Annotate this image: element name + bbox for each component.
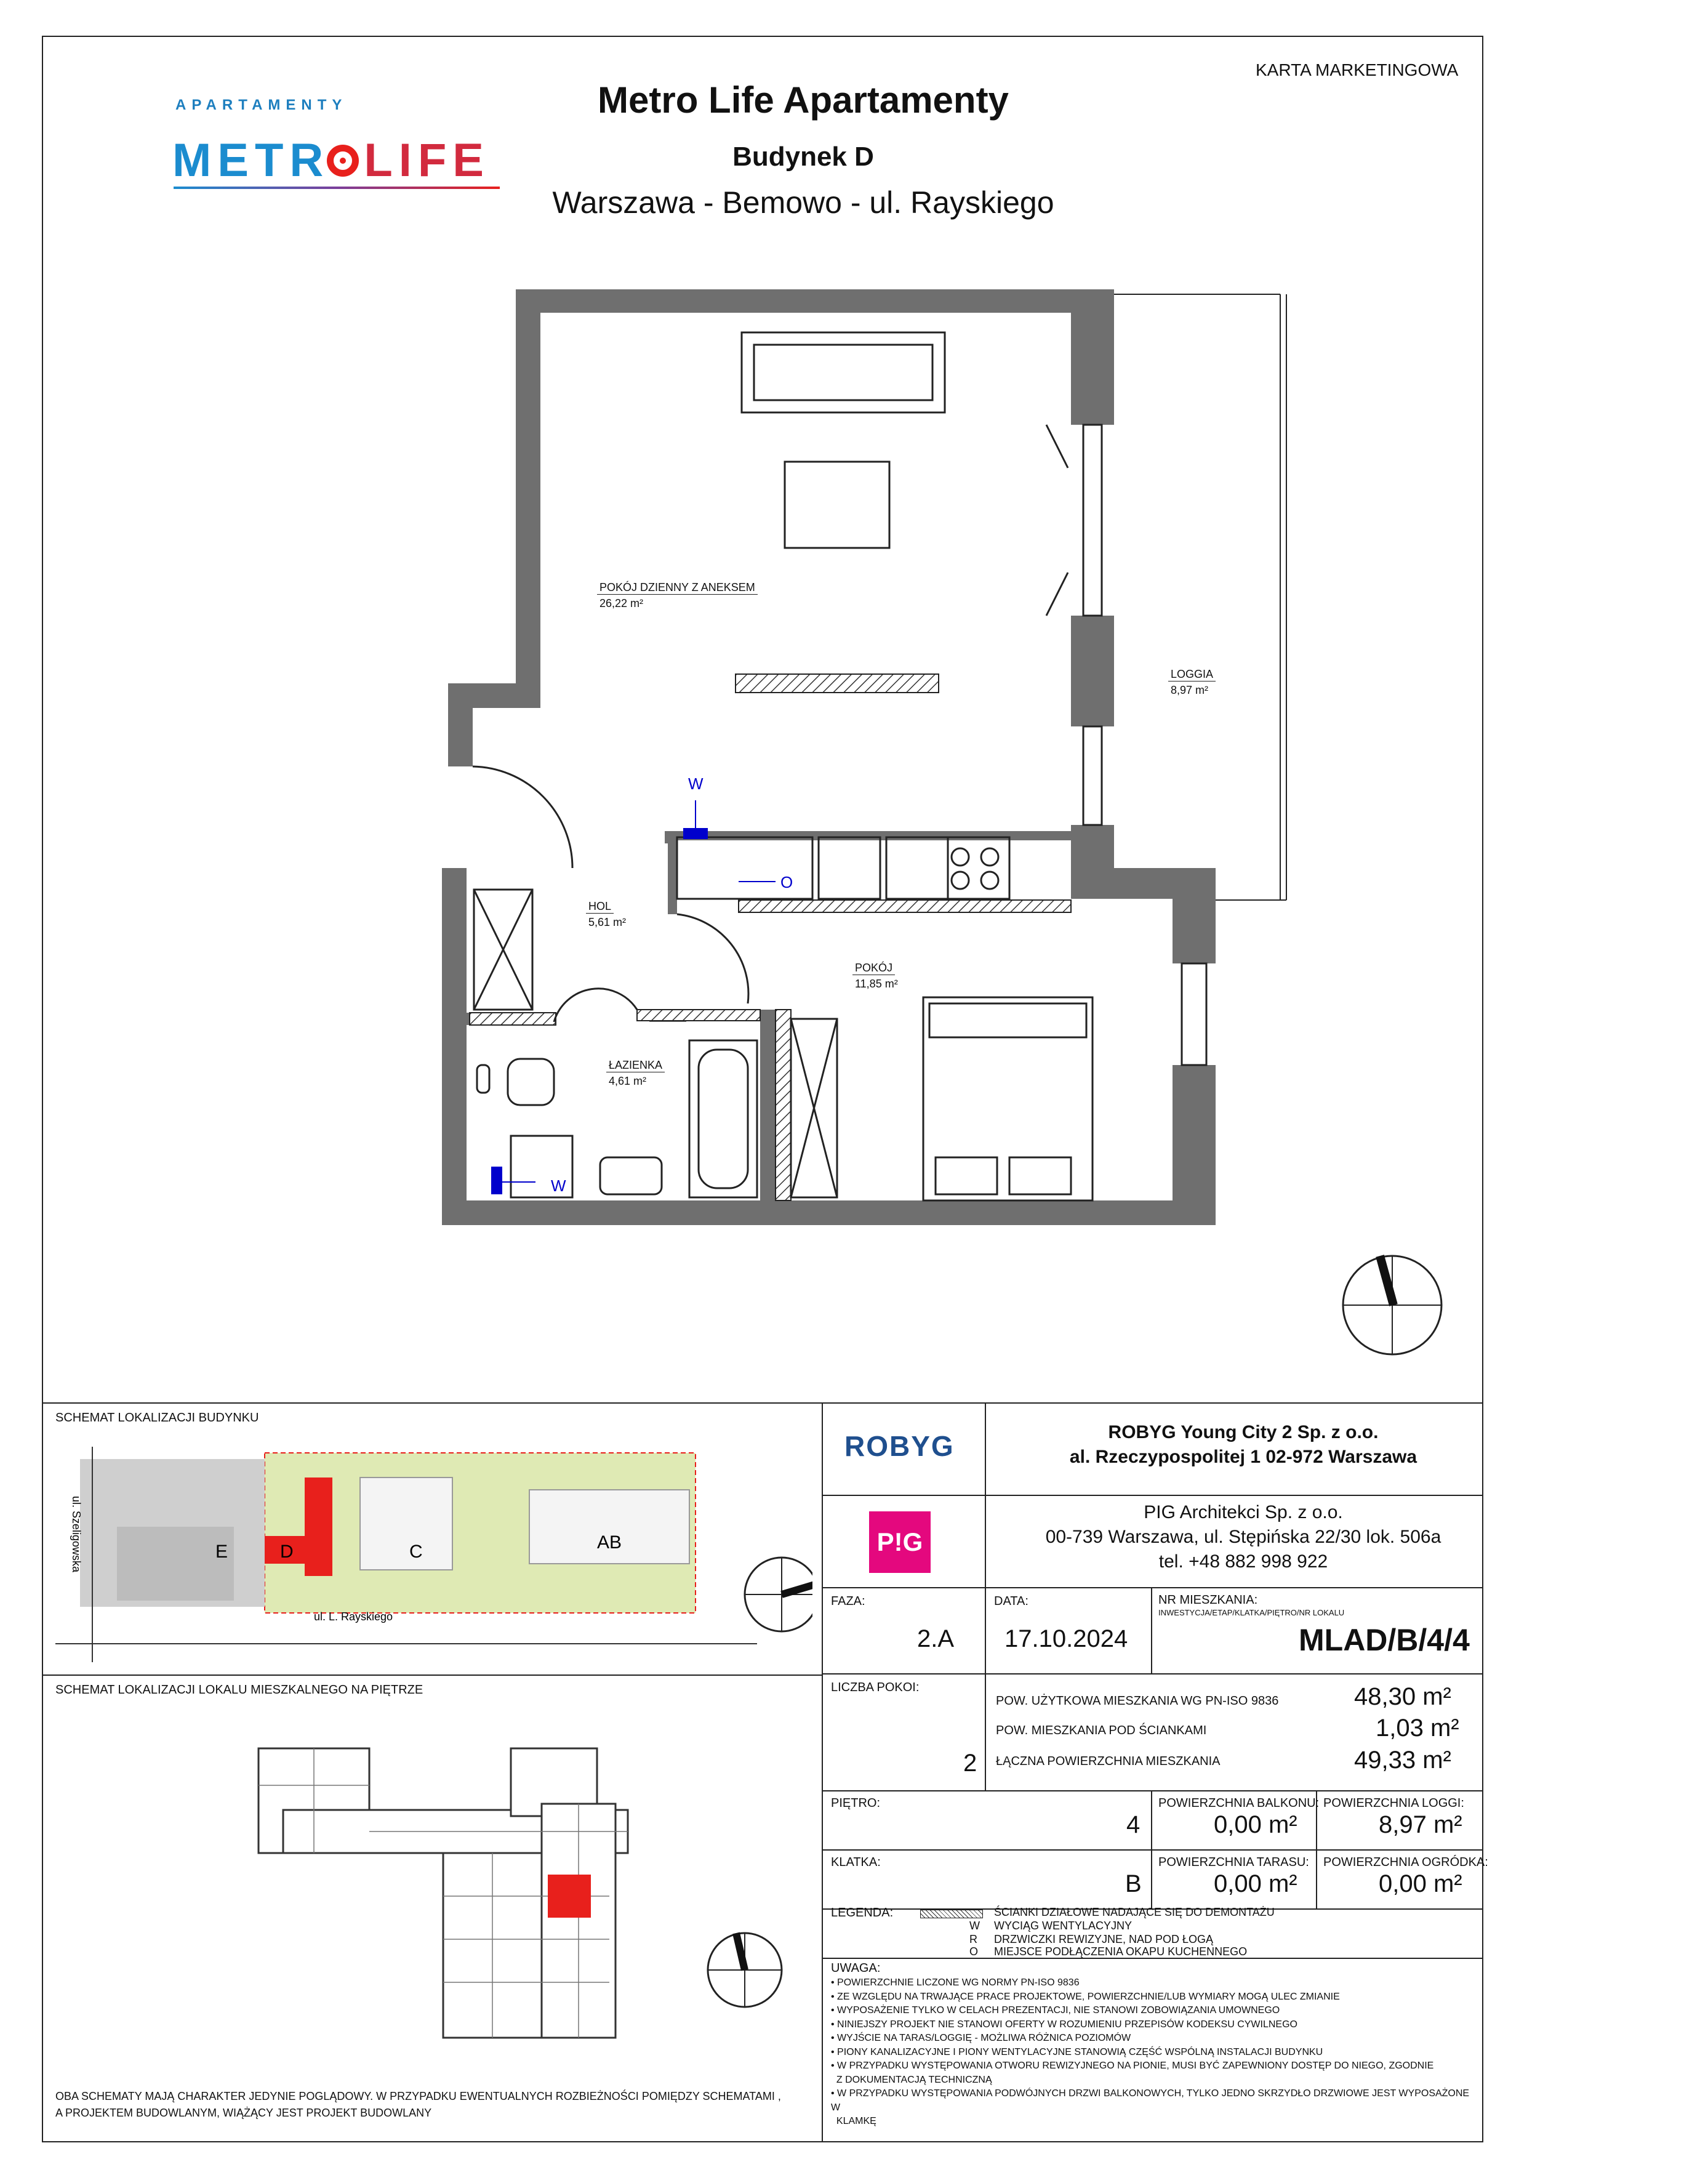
unit-label: NR MIESZKANIA: xyxy=(1158,1593,1258,1607)
divider-site-schema xyxy=(42,1675,823,1676)
floor-label: PIĘTRO: xyxy=(831,1796,881,1810)
note-item: • NINIEJSZY PROJEKT NIE STANOWI OFERTY W ROZUMIENIU PRZEPISÓW KODEKSU CYWILNEGO xyxy=(831,2019,1297,2030)
logo-text-left: METR xyxy=(172,134,330,187)
developer-address: al. Rzeczypospolitej 1 02-972 Warszawa xyxy=(1069,1447,1417,1467)
note-item: • POWIERZCHNIE LICZONE WG NORMY PN-ISO 9836 xyxy=(831,1977,1080,1988)
legend-label: LEGENDA: xyxy=(831,1906,894,1920)
total-area-label: ŁĄCZNA POWIERZCHNIA MIESZKANIA xyxy=(996,1755,1221,1768)
vent-w-bath: W xyxy=(551,1176,566,1195)
compass-icon xyxy=(1343,1256,1441,1354)
under-walls-area-label: POW. MIESZKANIA POD ŚCIANKAMI xyxy=(996,1724,1207,1737)
legend-key-1: W xyxy=(969,1920,980,1932)
logo-top-text: APARTAMENTY xyxy=(175,97,348,113)
divider-top xyxy=(42,1402,1483,1404)
rooms-value: 2 xyxy=(963,1750,977,1777)
room-area-room: 11,85 m² xyxy=(855,978,898,990)
note-item: • PIONY KANALIZACYJNE I PIONY WENTYLACYJNE STANOWIĄ CZĘŚĆ WSPÓLNĄ INSTALACJI BUDYNKU xyxy=(831,2046,1323,2057)
divider-row-floor xyxy=(822,1849,1483,1851)
room-name-bath: ŁAZIENKA xyxy=(606,1059,665,1072)
building-label-d: D xyxy=(280,1542,294,1562)
divider-left-column xyxy=(822,1402,823,2142)
notes-label: UWAGA: xyxy=(831,1961,881,1975)
vent-w-top: W xyxy=(688,774,704,793)
architect-name: PIG Architekci Sp. z o.o. xyxy=(1144,1502,1343,1522)
notes-list xyxy=(831,1976,1477,2129)
balcony-value: 0,00 m² xyxy=(1214,1811,1297,1838)
robyg-logo: ROBYG xyxy=(844,1430,955,1462)
note-item: • W PRZYPADKU WYSTĘPOWANIA PODWÓJNYCH DRZWI BALKONOWYCH, TYLKO JEDNO SKRZYDŁO DRZWIOWE JEST WYPOSAŻONE W xyxy=(831,2088,1470,2113)
note-item: • W PRZYPADKU WYSTĘPOWANIA OTWORU REWIZYJNEGO NA PIONIE, MUSI BYĆ ZAPEWNIONY DOSTĘP DO NIEGO, ZGODNIE xyxy=(831,2060,1434,2071)
legend-item-1: WYCIĄG WENTYLACYJNY xyxy=(994,1920,1133,1932)
under-walls-area-value: 1,03 m² xyxy=(1376,1715,1459,1742)
total-area-value: 49,33 m² xyxy=(1354,1747,1451,1774)
site-plan-map xyxy=(55,1434,812,1662)
divider-rooms xyxy=(985,1673,986,1790)
room-name-room: POKÓJ xyxy=(852,962,895,975)
building-label-c: C xyxy=(409,1542,423,1562)
room-name-hall: HOL xyxy=(586,900,614,914)
legend-key-2: R xyxy=(969,1933,977,1945)
floor-value: 4 xyxy=(1126,1811,1141,1838)
usable-area-label: POW. UŻYTKOWA MIESZKANIA WG PN-ISO 9836 xyxy=(996,1694,1279,1708)
disclaimer-line-2: A PROJEKTEM BUDOWLANYM, WIĄŻĄCY JEST PROJEKT BUDOWLANY xyxy=(55,2107,432,2119)
balcony-label: POWIERZCHNIA BALKONU: xyxy=(1158,1796,1320,1810)
legend-item-0: ŚCIANKI DZIAŁOWE NADAJĄCE SIĘ DO DEMONTAŻU xyxy=(994,1906,1275,1918)
terrace-label: POWIERZCHNIA TARASU: xyxy=(1158,1855,1309,1869)
disclaimer-line-1: OBA SCHEMATY MAJĄ CHARAKTER JEDYNIE POGLĄDOWY. W PRZYPADKU EWENTUALNYCH ROZBIEŻNOŚCI POMIĘDZY SCHEMATAMI , xyxy=(55,2090,781,2102)
stair-label: KLATKA: xyxy=(831,1855,881,1869)
date-value: 17.10.2024 xyxy=(1004,1625,1128,1652)
rooms-label: LICZBA POKOI: xyxy=(831,1681,920,1694)
room-area-bath: 4,61 m² xyxy=(609,1075,647,1087)
building-label-ab: AB xyxy=(597,1532,622,1553)
note-item: KLAMKĘ xyxy=(831,2116,876,2126)
developer-name: ROBYG Young City 2 Sp. z o.o. xyxy=(1108,1422,1379,1442)
loggia-label: POWIERZCHNIA LOGGI: xyxy=(1323,1796,1464,1810)
logo-text-right: LIFE xyxy=(364,134,490,187)
date-label: DATA: xyxy=(994,1594,1028,1608)
room-area-living: 26,22 m² xyxy=(599,597,644,609)
schema-compass-icon xyxy=(708,1933,782,2007)
note-item: • WYPOSAŻENIE TYLKO W CELACH PREZENTACJI, NIE STANOWI ZOBOWIĄZANIA UMOWNEGO xyxy=(831,2005,1280,2016)
phase-value: 2.A xyxy=(917,1625,955,1652)
architect-phone: tel. +48 882 998 922 xyxy=(1158,1551,1328,1572)
divider-architect xyxy=(822,1587,1483,1588)
site-compass-icon xyxy=(745,1558,812,1631)
room-area-hall: 5,61 m² xyxy=(588,916,627,928)
note-item: • ZE WZGLĘDU NA TRWAJĄCE PRACE PROJEKTOWE, POWIERZCHNIE/LUB WYMIARY MOGĄ ULEC ZMIANIE xyxy=(831,1991,1340,2002)
divider-developer xyxy=(822,1495,1483,1496)
room-area-loggia: 8,97 m² xyxy=(1171,684,1209,696)
divider-row-faza xyxy=(822,1673,1483,1675)
unit-sublabel: INWESTYCJA/ETAP/KLATKA/PIĘTRO/NR LOKALU xyxy=(1158,1608,1345,1617)
street-bottom-label: ul. L. Rayskiego xyxy=(314,1610,393,1623)
location: Warszawa - Bemowo - ul. Rayskiego xyxy=(552,185,1054,220)
stair-value: B xyxy=(1125,1870,1142,1897)
divider-row-rooms xyxy=(822,1790,1483,1791)
street-side-label: ul. Szeligowska xyxy=(70,1496,82,1573)
garden-value: 0,00 m² xyxy=(1379,1870,1462,1897)
terrace-value: 0,00 m² xyxy=(1214,1870,1297,1897)
pig-logo xyxy=(869,1511,931,1573)
site-plan-title: SCHEMAT LOKALIZACJI BUDYNKU xyxy=(55,1411,259,1425)
card-type: KARTA MARKETINGOWA xyxy=(1256,60,1459,79)
note-item: Z DOKUMENTACJĄ TECHNICZNĄ xyxy=(831,2074,992,2085)
legend-item-3: MIEJSCE PODŁĄCZENIA OKAPU KUCHENNEGO xyxy=(994,1945,1248,1958)
legend-key-3: O xyxy=(969,1945,979,1958)
building-label-e: E xyxy=(215,1542,228,1562)
divider-data xyxy=(1151,1587,1152,1673)
room-name-loggia: LOGGIA xyxy=(1168,668,1216,681)
phase-label: FAZA: xyxy=(831,1594,865,1608)
garden-label: POWIERZCHNIA OGRÓDKA: xyxy=(1323,1855,1488,1869)
room-name-living: POKÓJ DZIENNY Z ANEKSEM xyxy=(597,581,758,595)
note-item: • WYJŚCIE NA TARAS/LOGGIĘ - MOŻLIWA RÓŻNICA POZIOMÓW xyxy=(831,2033,1131,2043)
building-name: Budynek D xyxy=(732,142,874,172)
usable-area-value: 48,30 m² xyxy=(1354,1683,1451,1710)
divider-faza xyxy=(985,1587,986,1673)
floor-schema-title: SCHEMAT LOKALIZACJI LOKALU MIESZKALNEGO NA PIĘTRZE xyxy=(55,1683,423,1697)
legend-item-2: DRZWICZKI REWIZYJNE, NAD POD ŁOGĄ xyxy=(994,1933,1214,1945)
unit-number: MLAD/B/4/4 xyxy=(1299,1623,1470,1657)
page-title: Metro Life Apartamenty xyxy=(598,79,1009,121)
hood-o-mark: O xyxy=(780,873,793,891)
floor-schema-map xyxy=(246,1736,800,2044)
legend-hatch-swatch xyxy=(920,1910,983,1918)
pig-logo-text: P!G xyxy=(876,1527,923,1556)
loggia-value: 8,97 m² xyxy=(1379,1811,1462,1838)
architect-address: 00-739 Warszawa, ul. Stępińska 22/30 lok. 506a xyxy=(1045,1527,1441,1547)
